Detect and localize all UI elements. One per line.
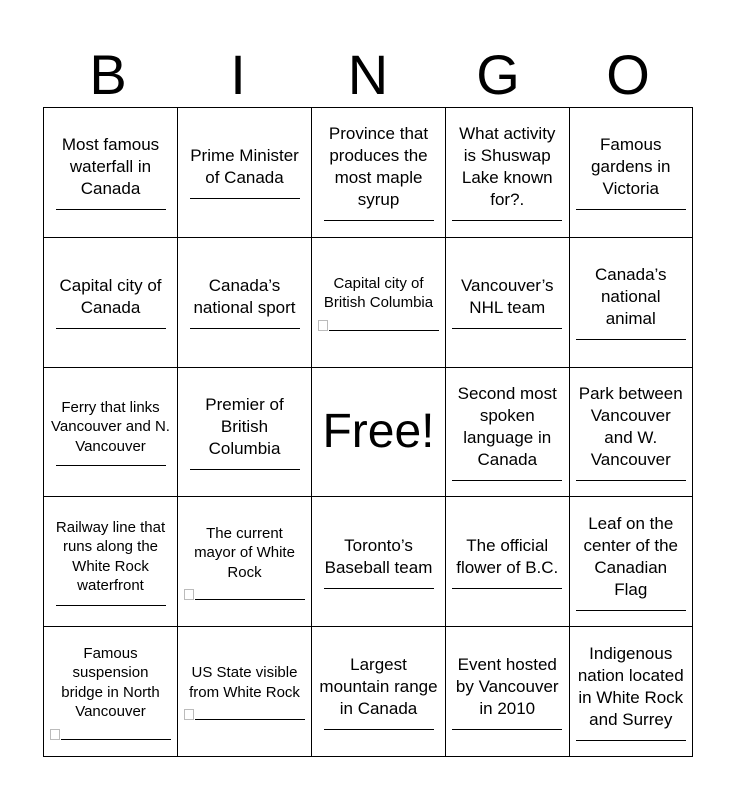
answer-blank [184, 709, 305, 720]
cell-clue: Park between Vancouver and W. Vancouver [578, 383, 683, 469]
cell-clue: Famous suspension bridge in North Vancouver [61, 644, 160, 721]
answer-line [190, 196, 300, 199]
bingo-board [43, 107, 693, 757]
cell-clue: The official flower of B.C. [456, 535, 559, 577]
answer-line [452, 218, 562, 221]
answer-line [576, 608, 686, 611]
bingo-cell[interactable] [44, 108, 178, 238]
cell-clue: Prime Minister of Canada [190, 146, 299, 188]
answer-line [329, 328, 439, 331]
answer-blank [324, 218, 434, 221]
answer-line [452, 326, 562, 329]
answer-blank [56, 207, 166, 210]
answer-blank [56, 463, 166, 466]
cell-clue: Largest mountain range in Canada [319, 654, 438, 718]
bingo-cell[interactable] [178, 238, 312, 368]
cell-clue: Second most spoken language in Canada [457, 383, 557, 469]
answer-blank [318, 320, 439, 331]
bingo-cell[interactable] [312, 238, 446, 368]
answer-blank [576, 207, 686, 210]
cell-clue: Capital city of British Columbia [323, 274, 434, 312]
answer-blank [576, 337, 686, 340]
bingo-cell[interactable] [178, 497, 312, 627]
placeholder-box-icon [318, 320, 328, 331]
cell-clue: Railway line that runs along the White Rock waterfront [55, 518, 166, 595]
answer-blank [190, 326, 300, 329]
bingo-cell[interactable] [446, 368, 570, 498]
answer-blank [50, 729, 171, 740]
answer-blank [452, 478, 562, 481]
cell-clue: Canada’s national sport [193, 276, 296, 318]
bingo-cell[interactable] [446, 497, 570, 627]
cell-clue: Famous gardens in Victoria [591, 135, 671, 199]
answer-line [576, 478, 686, 481]
answer-blank [324, 586, 434, 589]
bingo-cell[interactable] [44, 627, 178, 757]
answer-blank [452, 326, 562, 329]
answer-line [576, 738, 686, 741]
answer-blank [56, 326, 166, 329]
bingo-cell[interactable] [178, 368, 312, 498]
bingo-header [43, 44, 693, 106]
bingo-cell[interactable] [44, 497, 178, 627]
header-letter-g: G [476, 43, 520, 106]
cell-clue: Most famous waterfall in Canada [61, 135, 160, 199]
bingo-cell[interactable] [44, 368, 178, 498]
answer-blank [184, 589, 305, 600]
answer-blank [190, 196, 300, 199]
cell-clue: Province that produces the most maple syrup [328, 124, 429, 210]
free-space-label: Free! [322, 404, 435, 458]
answer-blank [452, 727, 562, 730]
cell-clue: What activity is Shuswap Lake known for?. [459, 124, 556, 210]
cell-clue: Toronto’s Baseball team [324, 535, 433, 577]
bingo-cell[interactable] [570, 627, 694, 757]
bingo-cell[interactable] [178, 108, 312, 238]
answer-line [452, 727, 562, 730]
answer-blank [452, 218, 562, 221]
placeholder-box-icon [184, 709, 194, 720]
bingo-cell[interactable] [44, 238, 178, 368]
bingo-cell[interactable] [570, 497, 694, 627]
answer-blank [576, 738, 686, 741]
bingo-cell[interactable] [312, 108, 446, 238]
bingo-cell[interactable] [446, 238, 570, 368]
cell-clue: Premier of British Columbia [205, 394, 284, 458]
bingo-cell[interactable] [570, 238, 694, 368]
answer-line [324, 218, 434, 221]
answer-line [190, 326, 300, 329]
answer-blank [576, 608, 686, 611]
answer-line [190, 467, 300, 470]
header-letter-o: O [606, 43, 650, 106]
header-letter-n: N [347, 43, 389, 106]
bingo-cell[interactable] [570, 108, 694, 238]
cell-clue: Capital city of Canada [59, 276, 162, 318]
answer-line [195, 717, 305, 720]
answer-line [576, 207, 686, 210]
answer-blank [190, 467, 300, 470]
header-letter-b: B [89, 43, 127, 106]
answer-blank [324, 727, 434, 730]
placeholder-box-icon [184, 589, 194, 600]
answer-line [576, 337, 686, 340]
bingo-cell[interactable] [446, 108, 570, 238]
bingo-cell[interactable] [312, 627, 446, 757]
bingo-cell[interactable] [178, 627, 312, 757]
free-space-cell[interactable] [312, 368, 446, 498]
answer-blank [452, 586, 562, 589]
bingo-cell[interactable] [570, 368, 694, 498]
answer-line [324, 727, 434, 730]
cell-clue: Vancouver’s NHL team [460, 276, 554, 318]
cell-clue: US State visible from White Rock [189, 664, 300, 701]
answer-line [56, 603, 166, 606]
cell-clue: Canada’s national animal [594, 265, 667, 329]
cell-clue: Indigenous nation located in White Rock and Surrey [577, 643, 684, 729]
answer-line [61, 737, 171, 740]
cell-clue: Ferry that links Vancouver and N. Vancouver [51, 398, 170, 455]
answer-line [324, 586, 434, 589]
answer-line [56, 463, 166, 466]
answer-blank [56, 603, 166, 606]
answer-line [452, 478, 562, 481]
placeholder-box-icon [50, 729, 60, 740]
header-letter-i: I [230, 43, 246, 106]
bingo-cell[interactable] [312, 497, 446, 627]
cell-clue: The current mayor of White Rock [194, 524, 295, 581]
cell-clue: Leaf on the center of the Canadian Flag [583, 513, 678, 599]
answer-blank [576, 478, 686, 481]
answer-line [452, 586, 562, 589]
answer-line [56, 326, 166, 329]
answer-line [195, 597, 305, 600]
cell-clue: Event hosted by Vancouver in 2010 [455, 654, 559, 718]
bingo-cell[interactable] [446, 627, 570, 757]
answer-line [56, 207, 166, 210]
